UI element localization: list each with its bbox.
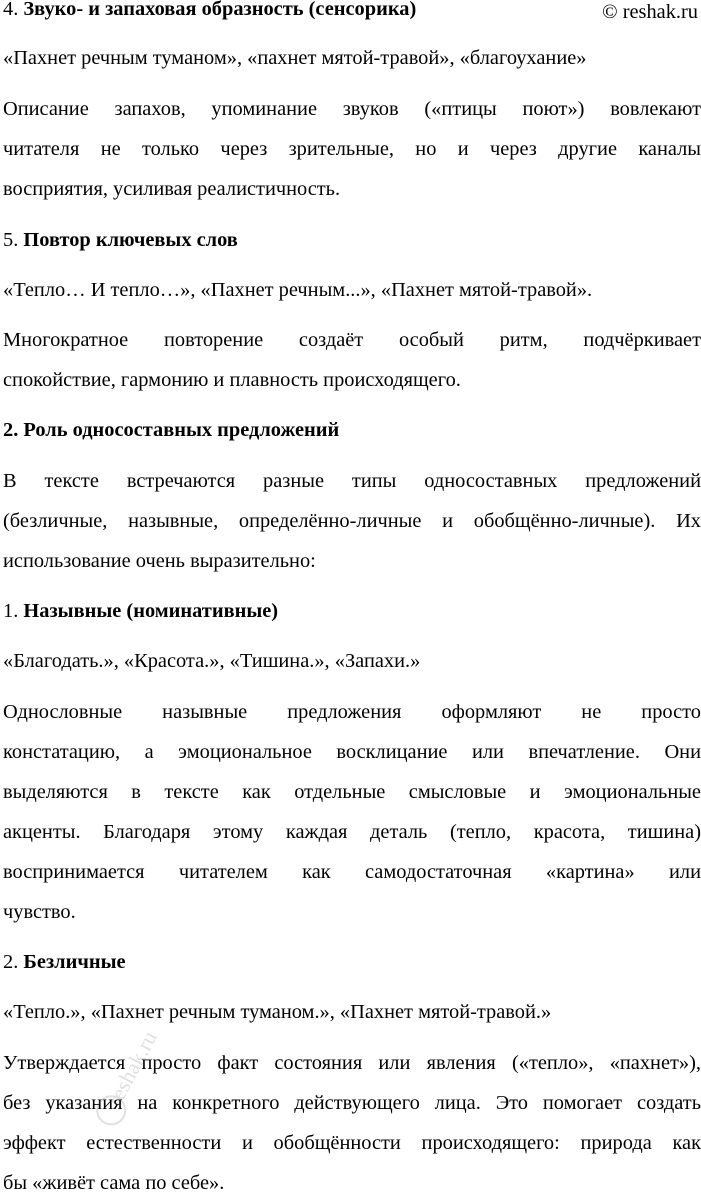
subsection-1-para-line-4: акценты. Благодаря этому каждая деталь (тепло, красота, тишина) (3, 821, 701, 843)
subsection-2-heading (3, 950, 126, 974)
section-4-number: 4. (3, 0, 19, 20)
subsection-1-title: Назывные (номинативные) (23, 600, 279, 622)
subsection-1-para-line-3: выделяются в тексте как отдельные смысловые и эмоциональные (3, 781, 701, 803)
subsection-2-quote: «Тепло.», «Пахнет речным туманом.», «Пахнет мятой-травой.» (3, 1001, 552, 1023)
subsection-2-para-line-3: эффект естественности и обобщённости происходящего: природа как (3, 1132, 701, 1154)
section-4-para-line-3: восприятия, усиливая реалистичность. (3, 178, 341, 200)
section-4-quote: «Пахнет речным туманом», «пахнет мятой-травой», «благоухание» (3, 47, 587, 69)
subsection-2-number: 2. (3, 951, 19, 973)
section-5-quote: «Тепло… И тепло…», «Пахнет речным...», «Пахнет мятой-травой». (3, 279, 593, 301)
part-2-title: 2. Роль односоставных предложений (3, 419, 340, 441)
section-5-para-line-2: спокойствие, гармонию и плавность происходящего. (3, 369, 461, 391)
subsection-1-para-line-2: констатацию, а эмоциональное восклицание или впечатление. Они (3, 741, 701, 763)
section-4-para-line-1: Описание запахов, упоминание звуков («птицы поют») вовлекают (3, 98, 701, 120)
svg-text:reshak.ru: reshak.ru (101, 1026, 162, 1111)
subsection-1-number: 1. (3, 600, 19, 622)
section-5-title: Повтор ключевых слов (23, 229, 238, 251)
subsection-1-quote: «Благодать.», «Красота.», «Тишина.», «Запахи.» (3, 650, 421, 672)
subsection-2-para-line-1: Утверждается просто факт состояния или явления («тепло», «пахнет»), (3, 1052, 701, 1074)
section-4-para-line-2: читателя не только через зрительные, но и через другие каналы (3, 138, 701, 160)
part-2-heading (3, 418, 339, 442)
intro-para-line-2: (безличные, назывные, определённо-личные и обобщённо-личные). Их (3, 510, 701, 532)
subsection-1-para-line-5: воспринимается читателем как самодостаточная «картина» или (3, 861, 701, 883)
section-5-para-line-1: Многократное повторение создаёт особый ритм, подчёркивает (3, 329, 701, 351)
subsection-1-para-line-1: Однословные назывные предложения оформляют не просто (3, 701, 701, 723)
section-4-title: Звуко- и запаховая образность (сенсорика) (23, 0, 417, 20)
section-4-heading (3, 0, 416, 21)
intro-para-line-1: В тексте встречаются разные типы односоставных предложений (3, 470, 701, 492)
section-5-number: 5. (3, 229, 19, 251)
section-5-heading (3, 228, 238, 252)
subsection-2-para-line-2: без указания на конкретного действующего лица. Это помогает создать (3, 1092, 701, 1114)
subsection-2-title: Безличные (23, 951, 126, 973)
watermark-top-right: © reshak.ru (602, 1, 698, 23)
subsection-1-heading (3, 599, 278, 623)
subsection-1-para-line-6: чувство. (3, 901, 76, 923)
intro-para-line-3: использование очень выразительно: (3, 550, 316, 572)
subsection-2-para-line-4: бы «живёт сама по себе». (3, 1172, 225, 1194)
